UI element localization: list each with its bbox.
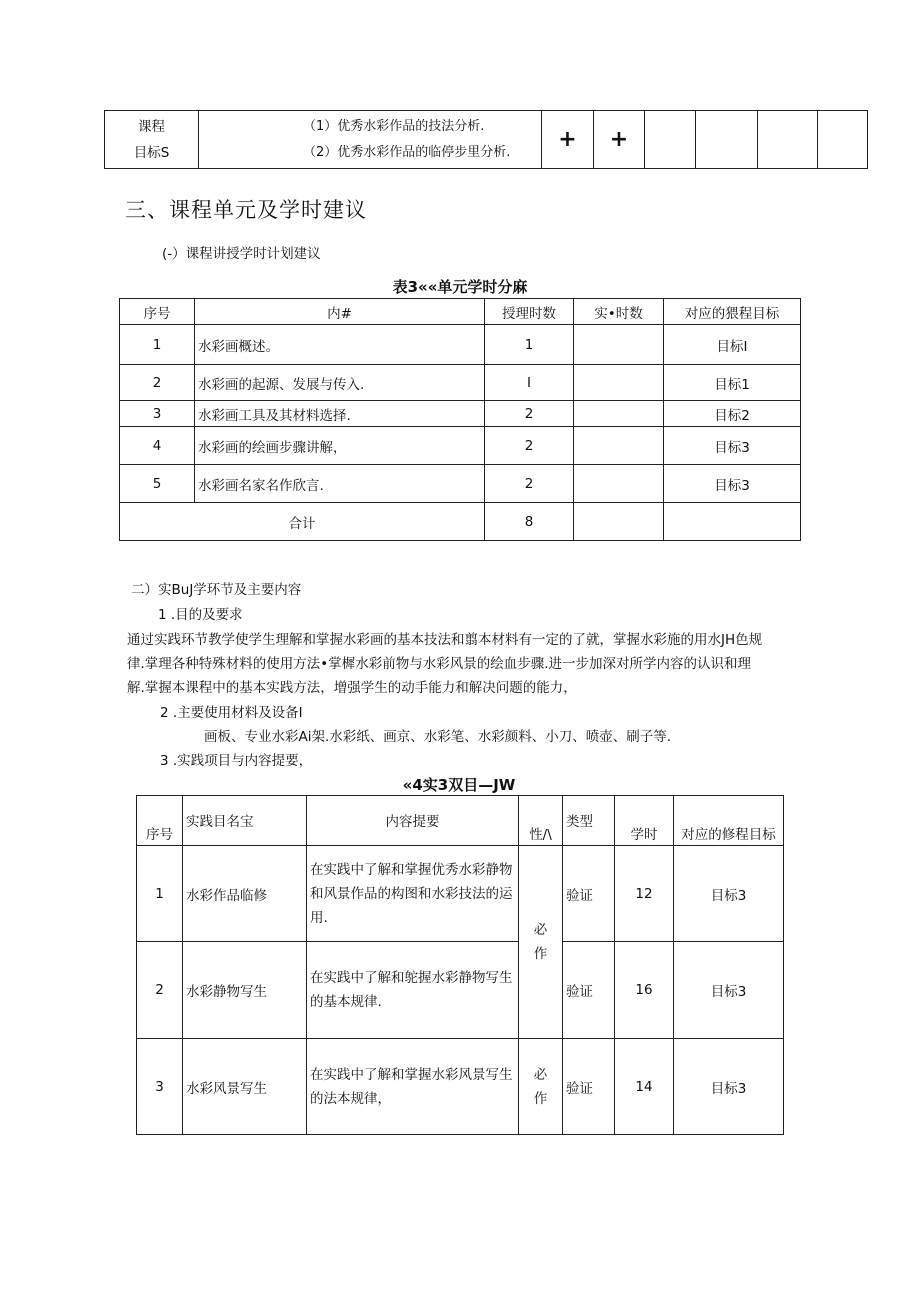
subsection-heading: 二）实BuJ学环节及主要内容: [131, 582, 302, 598]
header-cell: 授理时数: [485, 299, 574, 325]
header-cell: 实践目名宝: [183, 796, 307, 846]
header-cell: 内容提要: [307, 796, 519, 846]
table-row: 4 水彩画的绘画步骤讲解， 2 目标3: [120, 427, 801, 465]
support-mark: +: [594, 111, 645, 169]
item-heading: 1 .目的及要求: [158, 607, 243, 623]
total-row: [120, 503, 801, 541]
paragraph-line: 画板、专业水彩Ai架.水彩纸、画京、水彩笔、水彩颜料、小刀、喷壶、刷子等.: [204, 729, 672, 745]
table3-caption: 表3««单元学时分麻: [392, 278, 528, 296]
item-heading: 3 .实践项目与内容提要，: [160, 753, 313, 769]
course-goal-label: 课程 目标S: [105, 111, 199, 169]
total-value: 8: [485, 503, 574, 541]
subsection-heading: (-）课程讲授学时计划建议: [162, 246, 321, 262]
table-row: 5 水彩画名家名作欣言. 2 目标3: [120, 465, 801, 503]
paragraph-line: 通过实践环节教学使学生理解和掌握水彩画的基本技法和翦本材料有一定的了就，掌握水彩施的用水JH色规: [127, 632, 763, 648]
table-row: 2 水彩静物写生 在实践中了解和鸵握水彩静物写生的基本规律. 验证 16 目标3: [137, 942, 784, 1039]
total-label: 合计: [120, 503, 485, 541]
table-header-row: [137, 796, 784, 846]
practice-project-table: [136, 795, 784, 1135]
item-heading: 2 .主要使用材料及设备I: [160, 705, 303, 721]
header-cell: 序号: [137, 796, 183, 846]
course-goal-items: （1）优秀水彩作品的技法分析. （2）优秀水彩作品的临停步里分析.: [199, 111, 542, 169]
table-header-row: [120, 299, 801, 325]
header-cell: 对应的修程目标: [674, 796, 784, 846]
table-row: 1 水彩作品临修 在实践中了解和掌握优秀水彩静物和风景作品的构图和水彩技法的运用. 必 作 验证 12 目标3: [137, 846, 784, 942]
table-row: 2 水彩画的起源、发展与传入. I 目标1: [120, 365, 801, 401]
header-cell: 内#: [195, 299, 485, 325]
unit-hours-table: [119, 298, 801, 541]
table4-caption: «4实3双目—JW: [402, 776, 516, 794]
header-cell: 类型: [563, 796, 615, 846]
header-cell: 学时: [615, 796, 674, 846]
paragraph-line: 律.掌理各种特殊材料的使用方法•掌樨水彩前物与水彩风景的绘血步骤.进一步加深对所学内容的认识和理: [127, 656, 752, 672]
table-row: 3 水彩画工具及其材料选择. 2 目标2: [120, 401, 801, 427]
header-cell: 性/\: [519, 796, 563, 846]
paragraph-line: 解.掌握本课程中的基本实践方法，增强学生的动手能力和解决问题的能力，: [127, 680, 577, 696]
header-cell: 实•时数: [574, 299, 664, 325]
header-cell: 对应的猥程目标: [664, 299, 801, 325]
course-goal-table: [104, 110, 868, 169]
nature-cell: 必 作: [519, 846, 563, 1039]
support-mark: +: [542, 111, 594, 169]
header-cell: 序号: [120, 299, 195, 325]
section-title: 三、课程单元及学时建议: [125, 198, 367, 222]
table-row: 3 水彩风景写生 在实践中了解和掌握水彩风景写生的法本规律， 必 作 验证 14 目标3: [137, 1039, 784, 1135]
nature-cell: 必 作: [519, 1039, 563, 1135]
table-row: 1 水彩画概述。 1 目标I: [120, 325, 801, 365]
